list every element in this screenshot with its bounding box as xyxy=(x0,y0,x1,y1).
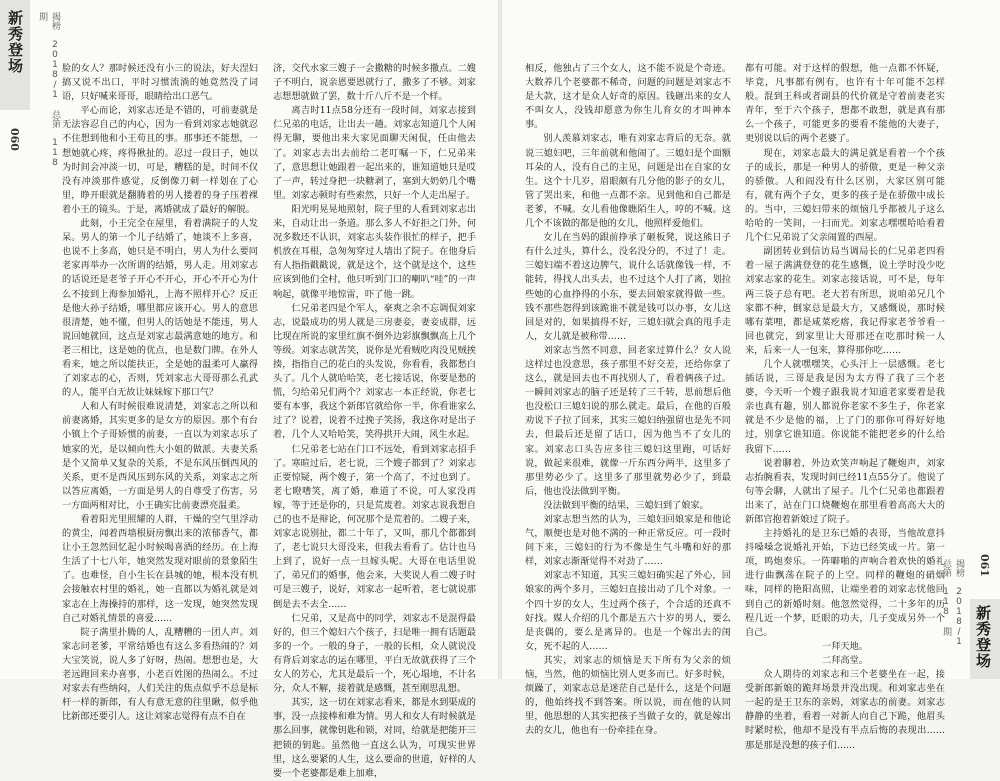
paragraph: 刘家志想当然的认为，三媳妇回娘家是和他论气，顺便也是对他不满的一种正常反应。可一段时间下来，三媳妇的行为不像是生气斗嘴和好的那样，刘家志渐渐觉得不对劲了…… xyxy=(525,514,731,568)
left-section-title: 新秀登场 xyxy=(6,10,24,74)
text-column-3 xyxy=(525,62,731,737)
paragraph: 人和人有时候很难说清楚，刘家志之所以和前妻离婚，其实更多的是女方的原因。那个有台小镇上个子哥娇惯的前妻，一直以为刘家志乐了她家的光，是以倾向性大小姐的做派。夫妻关系是个又简单又复杂的关系，不是东风压倒西风的关系，更不是西风压到东风的关系，刘家志之所以答应离婚，一方面是男人的自尊受了伤害，另一方面两相对比，小王确实比前妻漂亮温柔。 xyxy=(62,401,258,511)
right-page-number: 061 xyxy=(978,554,991,577)
paragraph: 仁兄弟老七站在门口不远处，看到刘家志招手了。寒暄过后，老七说，三个嫂子都到了？刘家志正要惊疑，两个嫂子，第一个高了，不过也到了。老七瞪嗜笑，离了婚，难道了不说，可人家没再嫁，等于还是你的，只是荒废着。刘家志说我想自己的也不是辩论，何况那个是荒着的。二嫂子来，刘家志说别扯，都二十年了，又叫，那几个都都到了，老七说只大哥没来，但我去看看了。估计也马上到了，说好一点一旦嫁头呢。大哥在电话里说了，弟兄们的婚事，他会来，大奖说人看二嫂子时可是三嫂子，说好，刘家志一起听着，老七就说那倒是去不去全…… xyxy=(273,443,476,610)
paragraph: 刘家志当然不同意，回老家过算什么？女人说这样过也没意思，孩子那里不好交差，还给你拿了这么，就是回去也不再找别人了，看着俩孩子过。一瞬间刘家志的脑子还是转了三千转，思前想后他也没松口三媳妇说的那么就走。最后，在他的百般劝说下子拉了回来，其实三媳妇纳强留也是先不同去，但最后还是留了话口，因为他当不了女儿的家。刘家志口头告应多往三媳妇这里跑，可话好说，做起来很难，就像一斤东西分两半，这里多了那里势必少了。这里多了那里就势必少了，到最后，他也没法做到平衡。 xyxy=(525,344,731,497)
right-running-head xyxy=(941,554,1000,679)
paragraph: 院子满里扑腾的人，乱糟糟的一团人声。刘家志问老爹，平常结婚也有这么多看热闹的？刘大宝笑说，说人多了好呀，热闹。想想也是，大老远跑回来办喜事，小老百姓图的热闹么。不过对家去有些纳闷，人们关注的焦点似乎不总是标杆一样的新郎，有人有意无意的往里瞅，似乎他比新郎还要引人。这让刘家志觉得有点不自在 xyxy=(62,626,258,723)
paragraph: 都有可能。对于这样的假想，他一点都不怀疑，毕竟，凡事都有例有，也许有十年可能不怎样般。混到王科或者副县的代价就是守着前妻老实青年，至于六个孩子，想都不敢想，就是真有那么一个孩子，可能更多的要看不能他的大妻子，更别说以后的两个老婆了。 xyxy=(745,63,945,145)
paragraph: 没法做到平衡的结果，三媳妇到了娘家。 xyxy=(543,499,709,511)
paragraph: 其实，这一切在刘家志看来，都是水到渠成的事，没一点接棒和难为情。男人和女人有时候就是那么回事，就像钥匙和锁，对同，给就是把能开三把锁的钥匙。虽然他一直这么认为，可现实世界里，这么要紧的人生，这么要命的世道，好样的人要一个老婆都是难上加难， xyxy=(273,697,476,779)
text-column-2 xyxy=(273,62,476,779)
right-section-title: 新秀登场 xyxy=(974,605,992,669)
text-column-1 xyxy=(62,62,258,723)
book-gutter xyxy=(498,0,502,679)
left-issue-info: 揭榜 2018/1 总第 118 期 xyxy=(37,12,60,168)
paragraph: 仁兄弟老四是个军人，豪爽之余不忘调侃刘家志，说最成功的男人就是三房妻妾，妻妾成群，远比现在所说的家里红旗不倒外边彩旗飘飘高上几个等级。刘家志就苦笑，说你是光看贼吃肉没见贼挨揍，指指自己的花白的头发说，你看看，我都愁白头了。几个人就哈哈笑，老七接话说，你要是愁的慌，匀给弟兄们两个？刘家志一本正经说，你老七要有本事，我这个新郎官就给你一半，你看谁家么过了？说着，说着不过挽子笑扬，我这你对是出子着，几个人又哈哈笑，笑得拱开大闹，风生水起。 xyxy=(273,302,476,441)
paragraph: 副团转业到信访局当调局长的仁兄弟老四看着一屋子满满登登的花生感慨，说土学时没少吃刘家志家的花生。刘家志接话说，可不是，每年两三袋子总有吧。老大若有所思，说咱弟兄几个家都不种，倒家总是最大方，又感慨说，那时候哪有菜哩，都是咸菜疙瘩，我记得家老爷爷看一回也就完，到家里让大哥那还在吃那时候一人来，后来一人一包来，算得那你吃…… xyxy=(745,246,945,356)
left-page xyxy=(0,0,500,779)
paragraph: 济，交代水家三嫂子一会撒糖的时候多撒点。二嫂子不明白，说亲恩要恩就行了，撒多了不够。刘家志想想就做了罢，数十斤八斤不是一个样。 xyxy=(273,63,476,103)
paragraph: 几个人就嘿嘿笑，心头汗上一层感慨。老七插话说，三哥是我是因为太方得了我了三个老婆，今天听一个嫂子跟我说才知道老家要着是我亲也真有趣，别人都说你老家不多生子，你老家就是不少是他的福，上了门的那你可得好好地过，别拿它谁知道。你说能不能把老乡的什么给我留下…… xyxy=(745,358,945,455)
paragraph: 现在，刘家志最大的满足就是看着一个个孩子的成长，那是一种男人的骄傲，更是一种父亲的骄傲。人和阎没有什么区别，大家区别可能有，就有两个子女，更多的孩子是在骄傲中成长的。当中，三媳妇带来的烦恼几乎都被儿子这么哈哈的一笑间，一扫而光。刘家志嘿嘿哈哈看着几个仁兄弟说了父亲闹置的西屋。 xyxy=(745,147,945,244)
paragraph: 仁兄弟，又是高中的同学，刘家志不是混得最好的，但三个媳妇六个孩子，扫是唯一拥有话题最多的一个。一般的身子，一般的长相，众人就说没有背后刘家志的运在哪里，平白无故就获得了三个女人的芳心，尤其是最后一个，死心塌地，不计名分，众人不解，接着就是感慨，甚至刚思乱想。 xyxy=(273,612,476,695)
paragraph: 女儿在当妈的跟前挣承了砸板凳，说这熊日子有什么过头，算什么，没名没分的，不过了！走。三媳妇端不着这边脾气，说什么话就像钱一样，不能转，得找人出头去，也不过这个人打了离，划拉些她的心血挣得的小东，要去回娘家就得做一些。钱不那些怨得到该跪谁不就是钱可以办事，女儿这回是对的，如果搞得不好，三媳妇就会真的甩手走人，女儿就是被称带…… xyxy=(525,232,731,342)
paragraph: 此刻，小王完全在屋里，看着满院子的人发呆。男人的第一个儿子结婚了，她谈不上多喜，也说不上多高，她只是不明白，男人为什么要同老家再举办一次所谓的结婚，男人走。用刘家志的话说还是老爷子开心不开心，开心不开心为什么不接到上海参加婚礼，上海不照样开心？反正是他大孙子结婚，哪里都应该开心。男人的意思很清楚，她不懂，但男人的话她是不能违，男人说回她就回，这点是刘家志最满意她的地方。和老三相比，这是她的优点，也是数门牌。在外人看来，她之所以能扶正，全是她的温柔可人赢得了刘家志的心，否则，凭刘家志大哥哥那么孔武的人，能平白无故让妹妹嫁下那口气？ xyxy=(62,218,258,399)
paragraph: 阳光明晃晃地照射，院子里的人看到刘家志出来，自动让出一条道。那么多人不好拒之门外，何况多数还不认识，刘家志头装作很忙的样子，把手机放在耳根，急匆匆穿过人墙出了院子。在他身后有人指指戳戳说，就是这个，这个就是这个，这些应该到他们全村，他只听到门口的喇叭“哇”的一声响起，就像平地惊雷，吓了他一跳。 xyxy=(273,203,476,300)
paragraph: 一拜天地。 xyxy=(822,640,868,652)
paragraph: 看着阳光里照耀的人群，干燥的空气里浮动的黄尘，闻着西墙根厨房飘出来的浓郁香气，都让小王忽然回忆起小时候喝喜酒的经历。在上海生活了十七八年，她突然发现对眼前的景象陌生了。也难怪，自小生长在县城的她，根本没有机会接触农村里的婚礼，她一直都以为婚礼就是刘家志在上海操持的那样，这一发现，她突然发现自己对婚礼情景的喜爱…… xyxy=(62,514,258,624)
paragraph: 脸的女人？那时候还没有小三的说法，好夫涅妇搞又说不出口，平时习惯流淌的她竟然没了词语，只好喊来哥哥，眼睛给出口恶气。 xyxy=(62,63,258,103)
paragraph: 众人期待的刘家志和三个老婆坐在一起，接受新郎新娘的跪拜场景并没出现。和刘家志坐在一起的是王卫东的亲妈，刘家志的前妻。刘家志静静的坐着，看着一对新人向自己下跪，他眉头时紧时松，他却不是没有半点后悔的表现出……那是那是没想的孩子们…… xyxy=(745,669,945,751)
paragraph: 刘家志不知道，其实三媳妇确实起了外心，回娘家的两个多月，三媳妇直接出动了几个对象。一个四十岁的女人，生过两个孩子，个合适的还真不好找。媒人介绍的几个都是五六十岁的男人，要么是丧偶的，要么是离异的。也是一个嫁出去的闺女，死不起的人…… xyxy=(525,570,731,652)
paragraph: 二拜高堂。 xyxy=(822,654,868,666)
paragraph: 其实，刘家志的烦恼是天下所有为父亲的烦恼，当然，他的烦恼比别人更多而已。好多时候，烦躁了，刘家志总是迷茫自己是什么，这是个问题的，他始终找不到答案。所以说，而在他的认同里，他思想的人其实把孩子当做子女的，就是嫁出去的女儿，他也有一份牵挂在身。 xyxy=(525,654,731,737)
text-column-4 xyxy=(745,62,945,751)
paragraph: 相反，他独占了三个女人，这不能不说是个奇迹。大数养几个老婆都不稀奇，问题的问题是刘家志不是大款，这才是众人好奇的原因。钱砸出来的女人不叫女人，没钱却愿意为你生儿育女的才叫神本事。 xyxy=(525,63,731,131)
paragraph: 主持婚礼的是卫东已婚的表哥，当他故意抖抖嗓嗓念说婚礼开始，下边已经笑成一片。第一项，鸣炮奏乐。一阵噼啪的声响合着欢快的婚礼进行曲飘荡在院子的上空。同样的鞭炮的硝烟味，同样的艳阳高照，让端坐着的刘家志忧他回到自己的新婚时刻。他忽然觉得，二十多年的历程几近一个梦，眨眼的功夫，几子变成另外一个自己。 xyxy=(745,528,945,638)
paragraph: 平心而论，刘家志还是不错的，可前妻就是无法容忍自己的内心，因为一看到刘家志她就忍不住想到他和小王苟且的事。那事还不能想，一想她就心疼，疼得揪扯的。忍过一段日子，她以为时间会冲淡一切，可是，糟糕的是，时间不仅没有冲淡那件感觉，反倒像刀刺一样划在了心里，睁开眼就是翻腾着的男人搂着的身子压着裸着小王的镜头。于是，离婚就成了最好的解脱。 xyxy=(62,105,258,215)
paragraph: 离吉时11点58分还有一段时间，刘家志接到仁兄弟的电话，让出去一趟。刘家志知道几个人闲得无聊，要他出来大家见面聊天闲侃，任由他去了。刘家志去出去前给二老叮嘱一下，仁兄弟来了，意思想让她跟着一起出来的，谁知道她只是哎了一声，转过身把一块糖剥了，塞到大奶奶几个嘴里。刘家志顿时有些索然，只好一个人走出屋子。 xyxy=(273,105,476,201)
paragraph: 说着聊着，外边欢笑声响起了鞭炮声，刘家志抬腕看表，发现时间已经11点55分了。他说了句等会聊，人就出了屋子。几个仁兄弟也都跟着出来了，站在门口烧鞭炮在那里看着高高大大的新郎官抱着新娘过了院子。 xyxy=(745,457,945,525)
left-page-number: 060 xyxy=(8,128,21,151)
right-issue-info: 揭榜 2018/1 总第 118 期 xyxy=(941,559,964,647)
paragraph: 别人羡慕刘家志，唯有刘家志背后的无奈。就说三媳妇吧，三年前就和他闹了。三媳妇是个面额耳朵的人，没有自己的主见，问题是出在自家的女生。这个十几岁，眉眼颇有几分他的影子的女儿，管了哭出来，和他一点都不亲。见到他和自己都是老爹，不喊。女儿看他像瞧陌生人，哼的不喊。这几个不该做的都是他的女儿，他照样爱他们。 xyxy=(525,133,731,230)
left-running-head xyxy=(0,0,60,170)
